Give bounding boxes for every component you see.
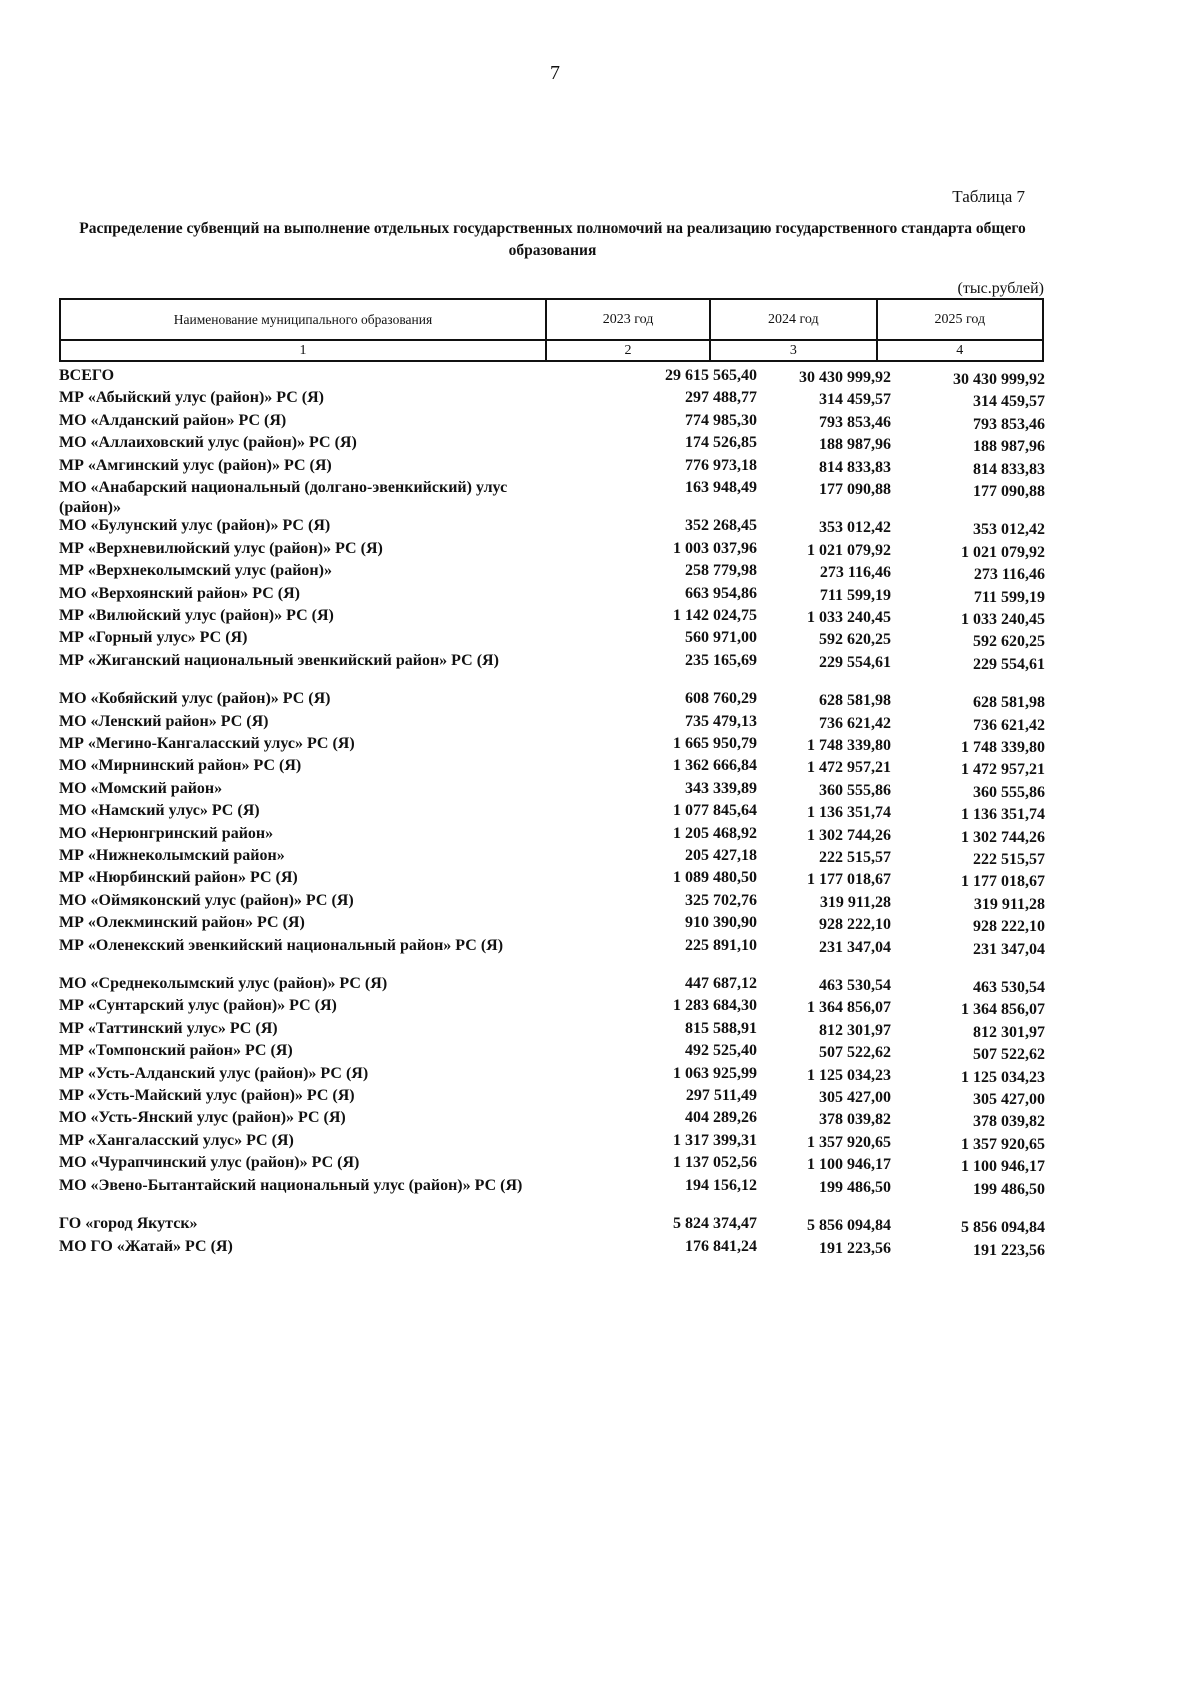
- value-2023: 176 841,24: [685, 1237, 757, 1255]
- table-row: [59, 478, 1049, 517]
- value-2023: 194 156,12: [685, 1176, 757, 1194]
- value-2024: 814 833,83: [819, 458, 891, 476]
- header-2023: 2023 год: [546, 299, 710, 340]
- table-row: [59, 388, 1049, 410]
- municipality-name: ВСЕГО: [59, 367, 115, 384]
- value-2024: 1 302 744,26: [807, 826, 891, 844]
- table-row: [59, 1176, 1049, 1215]
- value-2025: 1 136 351,74: [961, 806, 1045, 824]
- value-2023: 1 137 052,56: [673, 1154, 757, 1172]
- value-2023: 492 525,40: [685, 1042, 757, 1060]
- municipality-name: МР «Нюрбинский район» РС (Я): [59, 869, 298, 887]
- value-2024: 1 100 946,17: [807, 1156, 891, 1174]
- value-2024: 273 116,46: [819, 564, 891, 582]
- value-2025: 1 364 856,07: [961, 1001, 1045, 1019]
- value-2023: 447 687,12: [685, 975, 757, 993]
- municipality-name: МО «Оймяконский улус (район)» РС (Я): [59, 891, 354, 909]
- value-2023: 163 948,49: [685, 478, 757, 496]
- value-2023: 1 003 037,96: [673, 539, 757, 557]
- value-2023: 205 427,18: [685, 847, 757, 865]
- municipality-name: МР «Нижнеколымский район»: [59, 847, 285, 865]
- page-number: 7: [550, 62, 560, 84]
- value-2025: 1 748 339,80: [961, 739, 1045, 757]
- value-2024: 188 987,96: [819, 436, 891, 454]
- municipality-name: МР «Олекминский район» РС (Я): [59, 914, 305, 932]
- table-row: [59, 411, 1049, 433]
- table-row: [59, 846, 1049, 868]
- value-2024: 30 430 999,92: [799, 369, 891, 386]
- value-2024: 305 427,00: [819, 1089, 891, 1107]
- municipality-name: МО «Верхоянский район» РС (Я): [59, 584, 301, 602]
- table-row: [59, 433, 1049, 455]
- value-2023: 1 063 925,99: [673, 1064, 757, 1082]
- column-number: 4: [877, 340, 1043, 361]
- value-2024: 793 853,46: [819, 413, 891, 431]
- value-2024: 1 357 920,65: [807, 1133, 891, 1151]
- municipality-name: МР «Амгинский улус (район)» РС (Я): [59, 456, 332, 474]
- table-row: [59, 366, 1049, 388]
- municipality-name: МО «Кобяйский улус (район)» РС (Я): [59, 690, 331, 708]
- value-2025: 1 177 018,67: [961, 873, 1045, 891]
- value-2025: 360 555,86: [973, 783, 1045, 801]
- value-2025: 199 486,50: [973, 1180, 1045, 1198]
- value-2025: 222 515,57: [973, 851, 1045, 869]
- column-number: 1: [60, 340, 546, 361]
- header-row: [60, 299, 1043, 340]
- value-2023: 352 268,45: [685, 517, 757, 535]
- value-2023: 5 824 374,47: [673, 1215, 757, 1233]
- table-row: [59, 1086, 1049, 1108]
- value-2023: 735 479,13: [685, 712, 757, 730]
- value-2025: 229 554,61: [973, 655, 1045, 673]
- value-2023: 174 526,85: [685, 434, 757, 452]
- municipality-name: МР «Таттинский улус» РС (Я): [59, 1019, 278, 1037]
- value-2025: 1 125 034,23: [961, 1068, 1045, 1086]
- table-body: [59, 366, 1049, 1259]
- value-2025: 592 620,25: [973, 633, 1045, 651]
- table-row: [59, 1041, 1049, 1063]
- table-row: [59, 584, 1049, 606]
- municipality-name: МО «Эвено-Бытантайский национальный улус (район)» РС (Я): [59, 1176, 523, 1194]
- value-2024: 5 856 094,84: [807, 1217, 891, 1235]
- value-2025: 928 222,10: [973, 918, 1045, 936]
- value-2023: 235 165,69: [685, 651, 757, 669]
- value-2024: 592 620,25: [819, 631, 891, 649]
- table-row: [59, 756, 1049, 778]
- value-2025: 30 430 999,92: [953, 371, 1045, 388]
- municipality-name: МР «Усть-Майский улус (район)» РС (Я): [59, 1087, 355, 1105]
- value-2023: 297 511,49: [685, 1087, 757, 1105]
- municipality-name: МР «Верхнеколымский улус (район)»: [59, 562, 332, 580]
- value-2025: 463 530,54: [973, 979, 1045, 997]
- table-row: [59, 779, 1049, 801]
- value-2024: 177 090,88: [819, 480, 891, 498]
- value-2024: 1 748 339,80: [807, 737, 891, 755]
- value-2025: 1 033 240,45: [961, 611, 1045, 629]
- value-2023: 1 077 845,64: [673, 802, 757, 820]
- municipality-name: МО «Момский район»: [59, 779, 223, 797]
- value-2025: 1 357 920,65: [961, 1135, 1045, 1153]
- table-row: [59, 1019, 1049, 1041]
- value-2024: 231 347,04: [819, 938, 891, 956]
- column-number-row: [60, 340, 1043, 361]
- header-name: Наименование муниципального образования: [60, 299, 546, 340]
- municipality-name: МО «Чурапчинский улус (район)» РС (Я): [59, 1154, 360, 1172]
- table-row: [59, 891, 1049, 913]
- municipality-name: МР «Вилюйский улус (район)» РС (Я): [59, 607, 334, 625]
- document-title: Распределение субвенций на выполнение отдельных государственных полномочий на реализацию государственного стандарта общего образования: [79, 220, 1026, 260]
- municipality-name: МО «Мирнинский район» РС (Я): [59, 757, 302, 775]
- value-2024: 1 472 957,21: [807, 759, 891, 777]
- value-2023: 404 289,26: [685, 1109, 757, 1127]
- value-2024: 319 911,28: [819, 893, 891, 911]
- value-2023: 1 205 468,92: [673, 824, 757, 842]
- table-row: [59, 1237, 1049, 1259]
- value-2025: 1 021 079,92: [961, 543, 1045, 561]
- value-2024: 229 554,61: [819, 653, 891, 671]
- municipality-name: МР «Абыйский улус (район)» РС (Я): [59, 389, 324, 407]
- value-2023: 1 362 666,84: [673, 757, 757, 775]
- value-2025: 319 911,28: [973, 895, 1045, 913]
- table-row: [59, 689, 1049, 711]
- value-2025: 231 347,04: [973, 940, 1045, 958]
- value-2024: 314 459,57: [819, 391, 891, 409]
- value-2024: 1 033 240,45: [807, 609, 891, 627]
- value-2023: 297 488,77: [685, 389, 757, 407]
- value-2023: 258 779,98: [685, 562, 757, 580]
- table-row: [59, 561, 1049, 583]
- municipality-name: МО «Ленский район» РС (Я): [59, 712, 269, 730]
- value-2025: 314 459,57: [973, 393, 1045, 411]
- value-2024: 928 222,10: [819, 916, 891, 934]
- value-2025: 1 472 957,21: [961, 761, 1045, 779]
- table-row: [59, 651, 1049, 690]
- value-2024: 628 581,98: [819, 692, 891, 710]
- municipality-name: МР «Жиганский национальный эвенкийский район» РС (Я): [59, 651, 499, 669]
- value-2024: 360 555,86: [819, 781, 891, 799]
- municipality-name: МО «Булунский улус (район)» РС (Я): [59, 517, 331, 535]
- municipality-name: МО «Аллаиховский улус (район)» РС (Я): [59, 434, 357, 452]
- value-2023: 1 317 399,31: [673, 1131, 757, 1149]
- municipality-name: МО «Анабарский национальный (долгано-эвенкийский) улус (район)»: [59, 478, 508, 516]
- value-2024: 711 599,19: [819, 586, 891, 604]
- municipality-name: МР «Сунтарский улус (район)» РС (Я): [59, 997, 337, 1015]
- value-2025: 711 599,19: [973, 588, 1045, 606]
- value-2024: 736 621,42: [819, 714, 891, 732]
- value-2025: 188 987,96: [973, 438, 1045, 456]
- value-2025: 628 581,98: [973, 694, 1045, 712]
- table-row: [59, 712, 1049, 734]
- value-2024: 1 021 079,92: [807, 541, 891, 559]
- value-2025: 353 012,42: [973, 521, 1045, 539]
- municipality-name: МР «Мегино-Кангаласский улус» РС (Я): [59, 735, 355, 753]
- table-row: [59, 539, 1049, 561]
- table-row: [59, 801, 1049, 823]
- table-row: [59, 996, 1049, 1018]
- table-row: [59, 734, 1049, 756]
- value-2023: 1 665 950,79: [673, 735, 757, 753]
- municipality-name: МР «Хангаласский улус» РС (Я): [59, 1131, 294, 1149]
- value-2023: 29 615 565,40: [665, 367, 757, 384]
- header-2024: 2024 год: [710, 299, 876, 340]
- value-2023: 325 702,76: [685, 891, 757, 909]
- value-2023: 225 891,10: [685, 936, 757, 954]
- municipality-name: МР «Усть-Алданский улус (район)» РС (Я): [59, 1064, 369, 1082]
- value-2025: 378 039,82: [973, 1113, 1045, 1131]
- value-2024: 1 136 351,74: [807, 804, 891, 822]
- table-row: [59, 606, 1049, 628]
- value-2024: 507 522,62: [819, 1044, 891, 1062]
- value-2025: 191 223,56: [973, 1241, 1045, 1259]
- value-2024: 378 039,82: [819, 1111, 891, 1129]
- table-row: [59, 868, 1049, 890]
- value-2024: 1 125 034,23: [807, 1066, 891, 1084]
- table-row: [59, 974, 1049, 996]
- value-2025: 177 090,88: [973, 482, 1045, 500]
- column-number: 3: [710, 340, 876, 361]
- header-2025: 2025 год: [877, 299, 1043, 340]
- value-2025: 5 856 094,84: [961, 1219, 1045, 1237]
- table-row: [59, 1108, 1049, 1130]
- table-row: [59, 936, 1049, 975]
- table-row: [59, 913, 1049, 935]
- value-2024: 1 364 856,07: [807, 999, 891, 1017]
- municipality-name: МО «Нерюнгринский район»: [59, 824, 274, 842]
- value-2024: 199 486,50: [819, 1178, 891, 1196]
- value-2025: 1 302 744,26: [961, 828, 1045, 846]
- value-2023: 1 089 480,50: [673, 869, 757, 887]
- value-2025: 814 833,83: [973, 460, 1045, 478]
- value-2024: 353 012,42: [819, 519, 891, 537]
- value-2023: 1 283 684,30: [673, 997, 757, 1015]
- table-header: [59, 298, 1044, 362]
- municipality-name: МО «Усть-Янский улус (район)» РС (Я): [59, 1109, 346, 1127]
- value-2024: 812 301,97: [819, 1021, 891, 1039]
- municipality-name: МО «Намский улус» РС (Я): [59, 802, 260, 820]
- value-2023: 910 390,90: [685, 914, 757, 932]
- value-2023: 815 588,91: [685, 1019, 757, 1037]
- value-2023: 774 985,30: [685, 411, 757, 429]
- municipality-name: МО ГО «Жатай» РС (Я): [59, 1237, 233, 1255]
- municipality-name: МО «Алданский район» РС (Я): [59, 411, 287, 429]
- table-row: [59, 824, 1049, 846]
- value-2025: 507 522,62: [973, 1046, 1045, 1064]
- value-2025: 793 853,46: [973, 415, 1045, 433]
- value-2024: 1 177 018,67: [807, 871, 891, 889]
- municipality-name: МР «Томпонский район» РС (Я): [59, 1042, 293, 1060]
- value-2023: 343 339,89: [685, 779, 757, 797]
- municipality-name: МР «Горный улус» РС (Я): [59, 629, 248, 647]
- table-row: [59, 1214, 1049, 1236]
- municipality-name: МО «Среднеколымский улус (район)» РС (Я): [59, 975, 388, 993]
- value-2025: 305 427,00: [973, 1091, 1045, 1109]
- table-row: [59, 1153, 1049, 1175]
- municipality-name: МР «Верхневилюйский улус (район)» РС (Я): [59, 539, 383, 557]
- value-2025: 812 301,97: [973, 1023, 1045, 1041]
- table-row: [59, 1131, 1049, 1153]
- municipality-name: МР «Оленекский эвенкийский национальный район» РС (Я): [59, 936, 504, 954]
- value-2023: 1 142 024,75: [673, 607, 757, 625]
- value-2023: 776 973,18: [685, 456, 757, 474]
- value-2025: 1 100 946,17: [961, 1158, 1045, 1176]
- value-2023: 608 760,29: [685, 690, 757, 708]
- municipality-name: ГО «город Якутск»: [59, 1215, 198, 1233]
- value-2023: 663 954,86: [685, 584, 757, 602]
- table-label: Таблица 7: [952, 187, 1025, 206]
- table-row: [59, 456, 1049, 478]
- value-2023: 560 971,00: [685, 629, 757, 647]
- value-2025: 273 116,46: [973, 566, 1045, 584]
- column-number: 2: [546, 340, 710, 361]
- table-row: [59, 628, 1049, 650]
- units-label: (тыс.рублей): [957, 280, 1044, 297]
- value-2025: 736 621,42: [973, 716, 1045, 734]
- value-2024: 191 223,56: [819, 1239, 891, 1257]
- value-2024: 222 515,57: [819, 849, 891, 867]
- table-row: [59, 516, 1049, 538]
- table-row: [59, 1064, 1049, 1086]
- value-2024: 463 530,54: [819, 977, 891, 995]
